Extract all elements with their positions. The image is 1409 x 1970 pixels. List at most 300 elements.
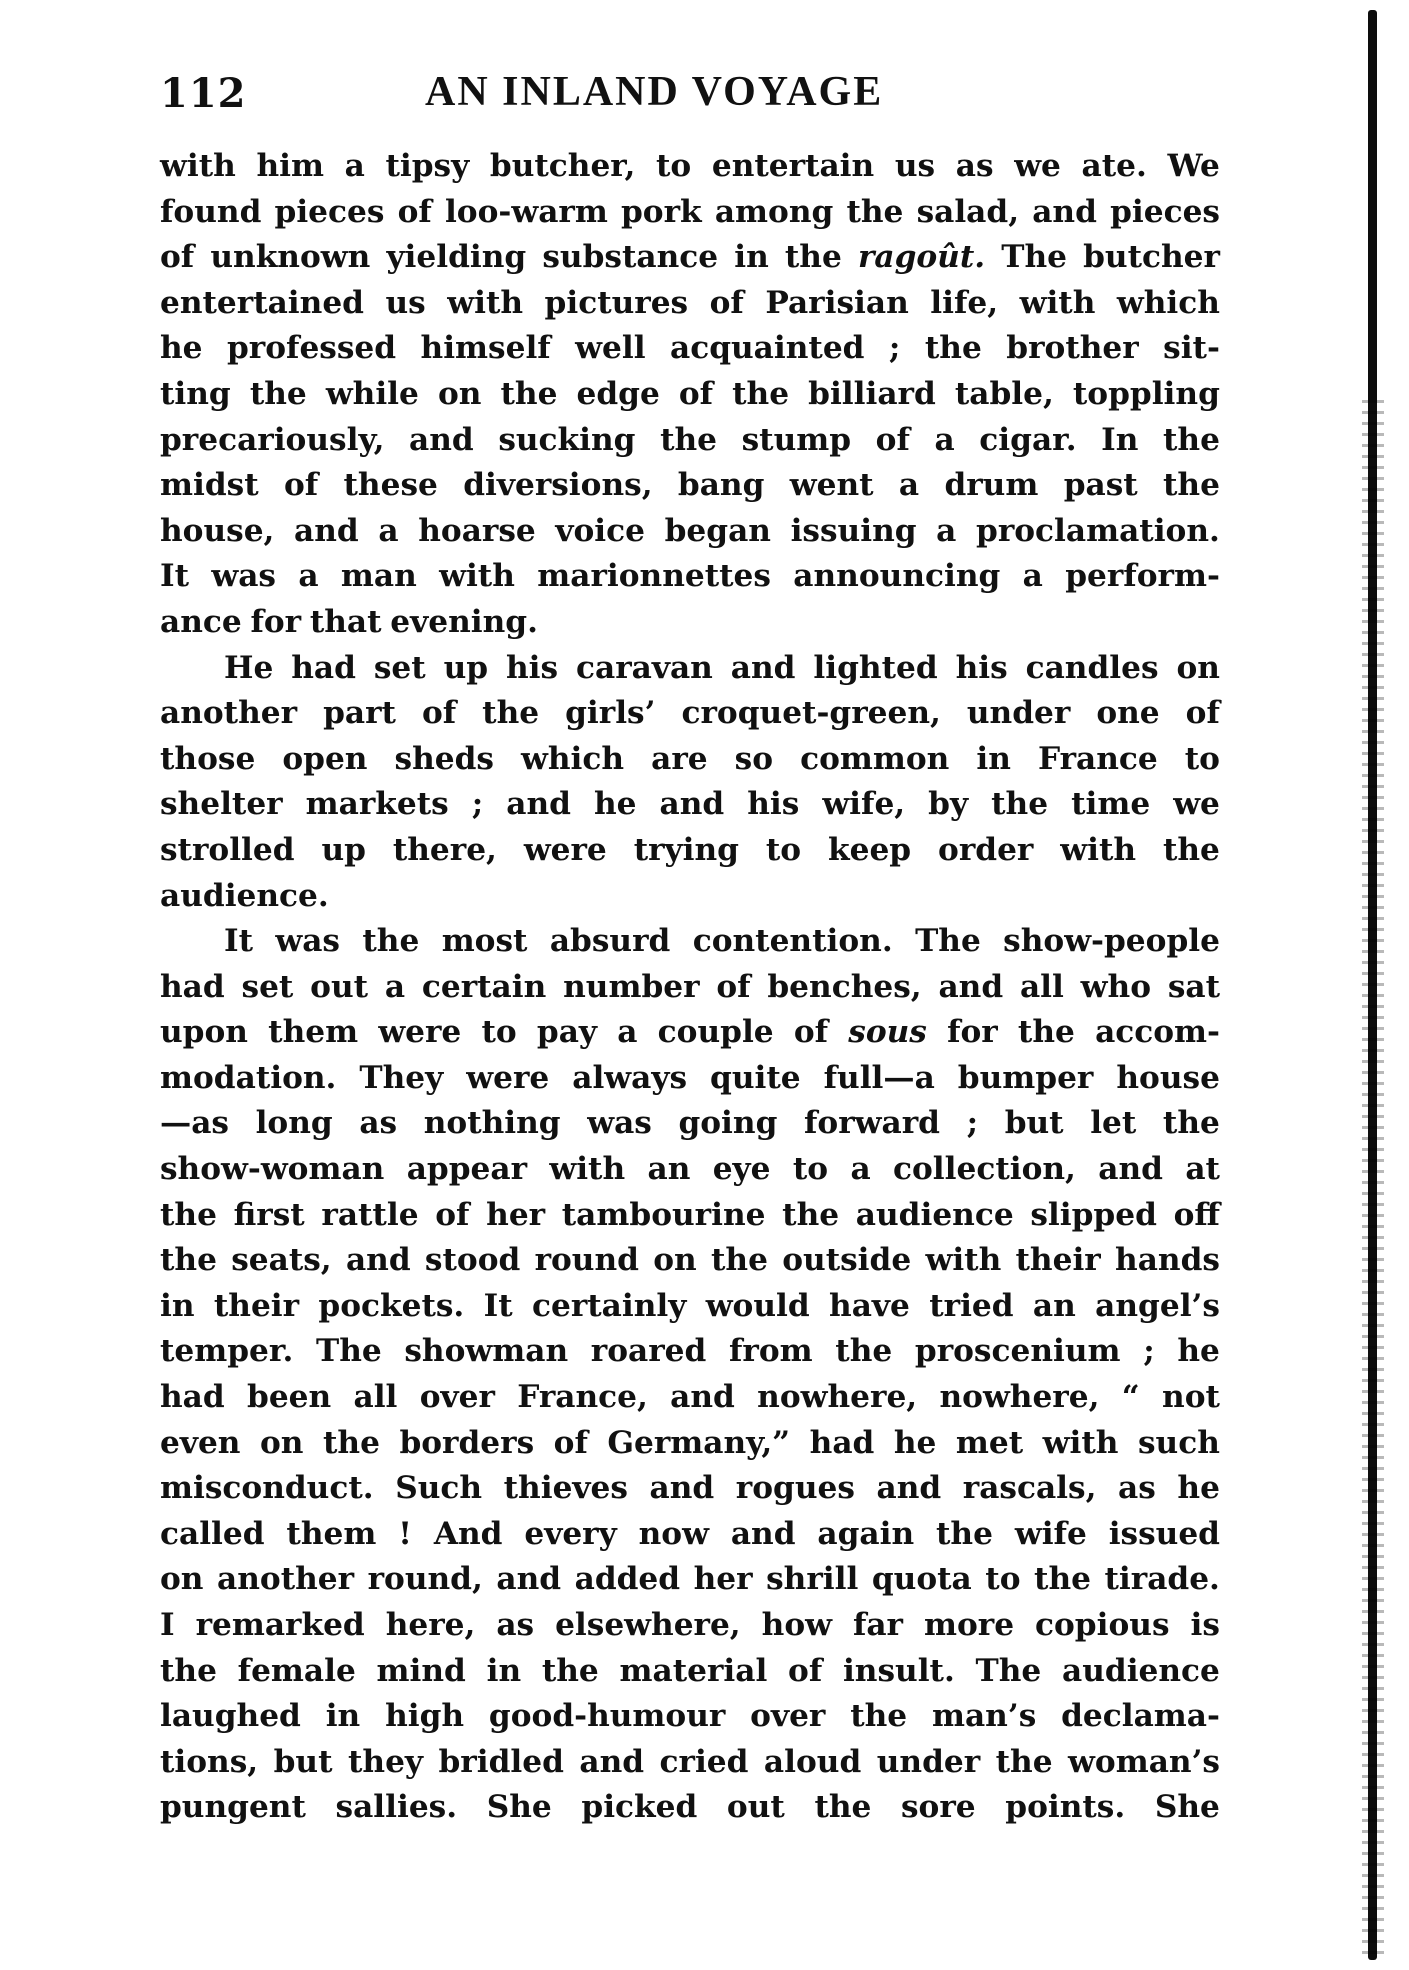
word: past	[1063, 467, 1138, 504]
word: the	[1017, 1014, 1075, 1051]
word: are	[651, 740, 708, 777]
body-text	[160, 144, 1220, 1831]
binding-edge-shadow	[1362, 0, 1384, 1970]
word: and	[730, 649, 796, 686]
word: house	[1116, 1059, 1220, 1096]
word: had	[809, 1424, 875, 1461]
word: the	[995, 1743, 1053, 1780]
word: voice	[555, 512, 645, 549]
word: under	[966, 695, 1071, 732]
word: were	[378, 1014, 462, 1051]
word: their	[213, 1287, 300, 1324]
text-line	[160, 1466, 1220, 1512]
word: among	[714, 193, 834, 230]
word: the	[711, 1242, 768, 1279]
word: he	[1177, 1470, 1220, 1507]
word: picked	[581, 1789, 698, 1826]
word: slipped	[1030, 1196, 1157, 1233]
word: the	[500, 375, 558, 412]
word: on	[437, 375, 482, 412]
word: added	[574, 1561, 681, 1598]
word: perform-	[1065, 558, 1220, 595]
word: the	[160, 1196, 217, 1233]
word: most	[441, 923, 528, 960]
word: ;	[888, 330, 901, 367]
word: the	[660, 421, 718, 458]
text-line	[160, 509, 1220, 555]
word: accom-	[1095, 1014, 1220, 1051]
word: candles	[1025, 649, 1159, 686]
word: caravan	[576, 649, 713, 686]
word: would	[705, 1287, 810, 1324]
text-line	[160, 691, 1220, 737]
word: and	[294, 512, 359, 549]
word: going	[678, 1105, 778, 1142]
word: sallies.	[335, 1789, 458, 1826]
text-line	[160, 372, 1220, 418]
word: been	[247, 1379, 332, 1416]
word: of	[678, 375, 714, 412]
word: modation.	[160, 1059, 337, 1096]
word: the	[1034, 1561, 1091, 1598]
word: She	[1154, 1789, 1220, 1826]
word: a	[850, 1151, 871, 1188]
word: and	[345, 1242, 411, 1279]
text-line	[160, 190, 1220, 236]
word: Germany,”	[607, 1424, 791, 1461]
word: show-woman	[160, 1151, 385, 1188]
word: In	[1101, 421, 1139, 458]
word: with	[1060, 831, 1137, 868]
word: —as	[160, 1105, 229, 1142]
word: substance	[542, 239, 719, 276]
word: ragoût.	[857, 239, 986, 276]
word: while	[325, 375, 419, 412]
word: man	[340, 558, 417, 595]
word: out	[310, 968, 369, 1005]
word: for	[250, 603, 302, 640]
word: of	[283, 467, 319, 504]
word: The	[315, 1333, 382, 1370]
word: well	[575, 330, 646, 367]
word: the	[160, 1242, 217, 1279]
word: and	[1098, 1151, 1163, 1188]
word: always	[572, 1059, 688, 1096]
word: It	[224, 923, 253, 960]
word: loo-warm	[444, 193, 608, 230]
word: rascals,	[962, 1470, 1097, 1507]
word: quota	[871, 1561, 972, 1598]
word: The	[975, 1652, 1042, 1689]
word: pieces	[1110, 193, 1220, 230]
word: had	[160, 1379, 225, 1416]
word: of	[788, 1652, 823, 1689]
word: to	[792, 1151, 829, 1188]
word: but	[273, 1743, 333, 1780]
word: !	[398, 1515, 412, 1552]
word: the	[1163, 421, 1220, 458]
word: aloud	[763, 1743, 862, 1780]
word: order	[938, 831, 1034, 868]
word: off	[1173, 1196, 1220, 1233]
word: which	[1116, 284, 1220, 321]
word: her	[486, 1196, 546, 1233]
binding-edge-texture	[1362, 400, 1384, 1960]
word: woman’s	[1068, 1743, 1220, 1780]
word: us	[894, 148, 936, 184]
text-line	[160, 554, 1220, 600]
word: to	[985, 1561, 1021, 1598]
word: his	[747, 786, 800, 823]
word: female	[237, 1652, 356, 1689]
word: part	[323, 695, 396, 732]
text-line	[160, 965, 1220, 1011]
word: high	[385, 1698, 465, 1735]
word: his	[955, 649, 1008, 686]
word: lighted	[813, 649, 938, 686]
word: more	[923, 1607, 1015, 1643]
word: in	[734, 239, 769, 276]
word: long	[255, 1105, 333, 1142]
word: time	[1071, 786, 1151, 823]
word: of	[1185, 695, 1220, 732]
word: who	[1080, 968, 1151, 1005]
word: points.	[1005, 1789, 1126, 1826]
word: bridled	[438, 1743, 564, 1780]
word: nowhere,	[757, 1379, 918, 1416]
word: The	[1001, 239, 1067, 276]
word: those	[160, 740, 256, 777]
word: The	[915, 923, 981, 960]
word: of	[553, 1424, 588, 1461]
word: full—a	[823, 1059, 935, 1096]
word: were	[523, 831, 607, 868]
word: diversions,	[463, 467, 653, 504]
word: they	[347, 1743, 424, 1780]
word: the	[732, 375, 790, 412]
word: the	[924, 330, 982, 367]
text-line	[160, 919, 1220, 965]
word: showman	[404, 1333, 569, 1370]
word: of	[397, 193, 432, 230]
word: entertained	[160, 284, 364, 321]
word: benches,	[767, 968, 922, 1005]
word: to	[765, 831, 802, 868]
word: met	[955, 1424, 1024, 1461]
word: salad,	[916, 193, 1020, 230]
word: and	[876, 1470, 942, 1507]
word: of	[421, 695, 457, 732]
word: stump	[741, 421, 852, 458]
word: he	[160, 330, 203, 367]
page-number: 112	[160, 70, 247, 117]
text-line	[160, 782, 1220, 828]
word: appear	[406, 1151, 528, 1188]
word: over	[750, 1698, 826, 1735]
word: butcher	[1083, 239, 1220, 276]
word: which	[521, 740, 625, 777]
word: mind	[376, 1652, 466, 1689]
word: proscenium	[914, 1333, 1121, 1370]
word: seats,	[231, 1242, 332, 1279]
running-title: AN INLAND VOYAGE	[425, 69, 884, 115]
word: France,	[517, 1379, 648, 1416]
word: quite	[710, 1059, 801, 1096]
word: ;	[471, 786, 484, 823]
word: tions,	[160, 1743, 259, 1780]
word: outside	[782, 1242, 912, 1279]
word: the	[782, 1196, 840, 1233]
word: of	[709, 284, 744, 321]
word: the	[850, 1698, 908, 1735]
word: certain	[421, 968, 547, 1005]
word: the	[541, 1652, 599, 1689]
word: open	[282, 740, 368, 777]
word: on	[1176, 649, 1220, 686]
word: Such	[395, 1470, 483, 1507]
word: with	[1042, 1424, 1119, 1461]
word: hands	[1115, 1242, 1220, 1279]
word: we	[1173, 786, 1220, 823]
word: found	[160, 193, 262, 230]
word: temper.	[160, 1333, 294, 1370]
word: nowhere,	[939, 1379, 1100, 1416]
word: by	[928, 786, 969, 823]
word: to	[655, 148, 692, 184]
word: and	[670, 1379, 735, 1416]
word: all	[1019, 968, 1064, 1005]
text-line	[160, 828, 1220, 874]
word: It	[483, 1287, 513, 1324]
word: in	[325, 1698, 361, 1735]
word: man’s	[931, 1698, 1037, 1735]
word: a	[298, 558, 319, 595]
word: a	[934, 421, 955, 458]
word: shelter	[160, 786, 283, 823]
word: of	[160, 239, 195, 276]
word: out	[726, 1789, 785, 1826]
word: there,	[392, 831, 497, 868]
word: another	[160, 695, 298, 732]
word: to	[481, 1014, 517, 1051]
word: them	[286, 1515, 377, 1552]
word: on	[653, 1242, 697, 1279]
word: pungent	[160, 1789, 306, 1826]
word: of	[435, 1196, 470, 1233]
word: how	[761, 1607, 832, 1643]
word: eye	[712, 1151, 771, 1188]
text-line	[160, 1193, 1220, 1239]
word: professed	[226, 330, 397, 367]
word: on	[160, 1561, 204, 1598]
text-line	[160, 737, 1220, 783]
word: the	[323, 1424, 380, 1461]
word: thieves	[503, 1470, 628, 1507]
word: with	[1019, 284, 1096, 321]
text-line	[160, 1785, 1220, 1831]
word: He	[224, 649, 274, 686]
text-line	[160, 235, 1220, 281]
word: precariously,	[160, 421, 385, 458]
word: audience.	[160, 877, 329, 914]
word: tirade.	[1104, 1561, 1220, 1598]
word: sit-	[1163, 330, 1220, 367]
word: ;	[966, 1105, 979, 1142]
word: as	[359, 1105, 398, 1142]
word: butcher,	[489, 148, 636, 184]
word: bang	[677, 467, 765, 504]
word: She	[486, 1789, 552, 1826]
word: show-people	[1003, 923, 1220, 960]
word: to	[1184, 740, 1220, 777]
word: the	[936, 1515, 993, 1552]
text-line	[160, 1649, 1220, 1695]
word: pockets.	[318, 1287, 465, 1324]
word: as	[955, 148, 994, 184]
word: “	[1121, 1379, 1140, 1416]
text-line	[160, 1421, 1220, 1467]
text-line	[160, 1101, 1220, 1147]
word: at	[1185, 1151, 1220, 1188]
word: first	[233, 1196, 305, 1233]
word: unknown	[210, 239, 371, 276]
word: that	[309, 603, 382, 640]
word: his	[506, 649, 559, 686]
word: the	[1162, 1105, 1220, 1142]
word: entertain	[711, 148, 875, 184]
text-line	[160, 326, 1220, 372]
word: laughed	[160, 1698, 301, 1735]
text-line	[160, 874, 1220, 920]
word: billiard	[808, 375, 936, 412]
word: and	[649, 1470, 715, 1507]
word: a	[898, 467, 920, 504]
text-line	[160, 1375, 1220, 1421]
word: these	[343, 467, 438, 504]
word: proclamation.	[976, 512, 1220, 549]
word: and	[1032, 193, 1097, 230]
word: us	[385, 284, 426, 321]
text-line	[160, 1694, 1220, 1740]
word: a	[617, 1014, 638, 1051]
word: ance	[160, 603, 242, 640]
word: in	[486, 1652, 522, 1689]
word: declama-	[1061, 1698, 1220, 1735]
text-line	[160, 1603, 1220, 1649]
word: It	[160, 558, 189, 595]
word: issuing	[790, 512, 917, 549]
word: tambourine	[561, 1196, 766, 1233]
word: here,	[385, 1607, 476, 1643]
word: round,	[367, 1561, 483, 1598]
word: a	[936, 512, 957, 549]
word: in	[976, 740, 1011, 777]
word: had	[291, 649, 356, 686]
word: let	[1090, 1105, 1137, 1142]
word: him	[256, 148, 324, 184]
word: far	[852, 1607, 903, 1643]
word: with	[925, 1242, 1002, 1279]
word: an	[1032, 1287, 1076, 1324]
word: rattle	[321, 1196, 419, 1233]
word: stood	[424, 1242, 521, 1279]
word: sheds	[394, 740, 494, 777]
word: material	[619, 1652, 768, 1689]
word: brother	[1006, 330, 1139, 367]
word: was	[211, 558, 276, 595]
word: yielding	[386, 239, 527, 276]
word: again	[817, 1515, 915, 1552]
word: the	[784, 239, 842, 276]
word: keep	[828, 831, 912, 868]
word: remarked	[195, 1607, 365, 1643]
word: he	[893, 1424, 937, 1461]
word: good-humour	[488, 1698, 726, 1735]
word: markets	[305, 786, 449, 823]
word: We	[1167, 148, 1220, 184]
word: life,	[930, 284, 999, 321]
word: and	[506, 786, 571, 823]
word: a	[1022, 558, 1043, 595]
word: bumper	[957, 1059, 1094, 1096]
word: table,	[954, 375, 1054, 412]
word: of	[793, 1014, 829, 1051]
word: couple	[657, 1014, 774, 1051]
word: announcing	[793, 558, 1001, 595]
word: over	[419, 1379, 495, 1416]
word: cigar.	[979, 421, 1077, 458]
word: as	[1118, 1470, 1156, 1507]
word: nothing	[423, 1105, 561, 1142]
word: tipsy	[385, 148, 470, 184]
word: all	[353, 1379, 398, 1416]
word: And	[433, 1515, 503, 1552]
word: misconduct.	[160, 1470, 374, 1507]
word: toppling	[1072, 375, 1220, 412]
word: round	[534, 1242, 639, 1279]
word: the	[482, 695, 540, 732]
word: upon	[160, 1014, 248, 1051]
text-line	[160, 1147, 1220, 1193]
word: and	[659, 786, 725, 823]
word: and	[730, 1515, 796, 1552]
word: pork	[621, 193, 702, 230]
word: girls’	[565, 695, 656, 732]
word: he	[1177, 1333, 1220, 1370]
word: was	[275, 923, 340, 960]
word: the	[1162, 831, 1220, 868]
word: shrill	[766, 1561, 859, 1598]
word: ;	[1143, 1333, 1155, 1370]
word: the	[362, 923, 420, 960]
word: even	[160, 1424, 241, 1461]
text-line	[160, 144, 1220, 190]
word: with	[447, 284, 524, 321]
word: her	[693, 1561, 753, 1598]
word: and	[579, 1743, 645, 1780]
word: went	[789, 467, 874, 504]
word: cried	[659, 1743, 749, 1780]
word: number	[563, 968, 700, 1005]
word: and	[409, 421, 474, 458]
word: ting	[160, 375, 231, 412]
word: with	[439, 558, 515, 595]
word: pay	[536, 1014, 598, 1051]
word: collection,	[893, 1151, 1076, 1188]
word: called	[160, 1515, 265, 1552]
word: set	[241, 968, 294, 1005]
word: an	[647, 1151, 691, 1188]
